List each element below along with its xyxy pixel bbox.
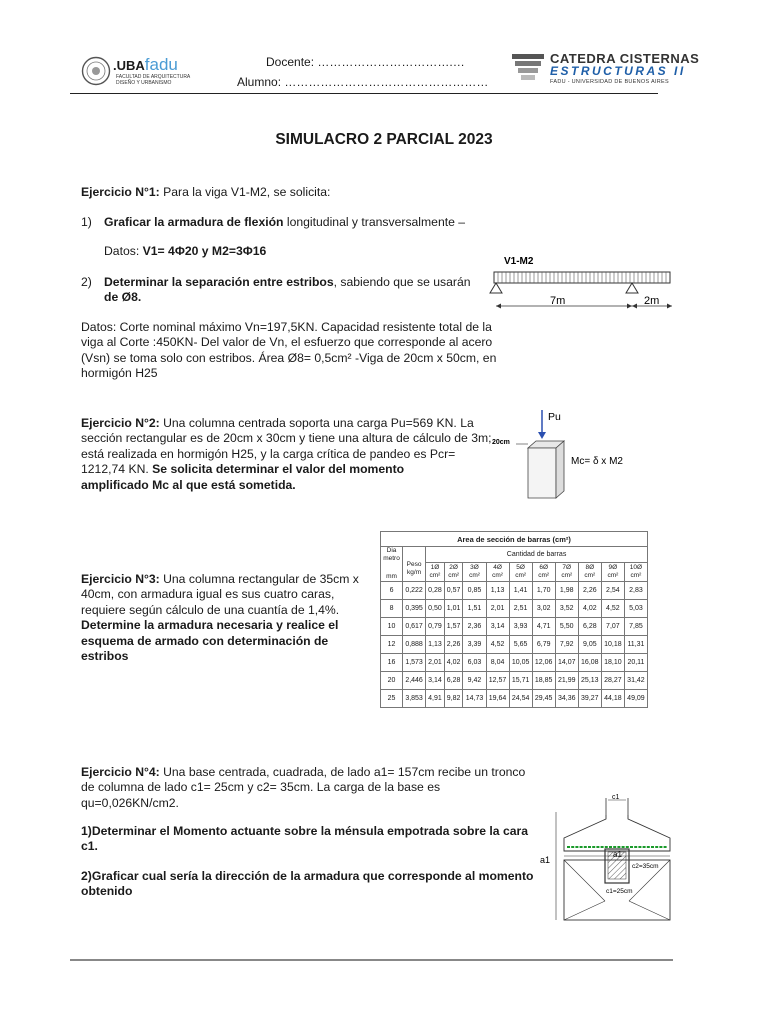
table-cell: 20,11 [624,654,647,672]
page-title: SIMULACRO 2 PARCIAL 2023 [275,131,493,148]
table-cell: 4,52 [601,600,624,618]
table-cell: 0,395 [403,600,426,618]
ej4-question-2: 2)Graficar cual sería la dirección de la armadura que corresponde al momento obtenido [81,869,534,899]
bar-area-table [380,531,648,708]
table-cell: 8,04 [486,654,509,672]
table-cell: 2,01 [426,654,445,672]
table-cell: 11,31 [624,636,647,654]
table-cell: 2,54 [601,582,624,600]
bar-count-header: 8Ø cm² [578,563,601,582]
table-cell: 0,79 [426,618,445,636]
table-cell: 3,52 [555,600,578,618]
table-cell: 2,83 [624,582,647,600]
table-cell: 9,42 [463,672,486,690]
table-cell: 14,73 [463,690,486,708]
ej1-intro: Ejercicio N°1: Para la viga V1-M2, se solicita: [81,185,331,199]
table-cell: 2,26 [444,636,463,654]
table-row [381,636,648,654]
support-left-icon [490,283,502,293]
table-cell: 5,65 [509,636,532,654]
peso-header: Peso kg/m [403,547,426,582]
mc-formula: Mc= δ x M2 [571,456,623,467]
table-cell: 29,45 [532,690,555,708]
footing-section [564,815,670,851]
bar-count-header: 9Ø cm² [601,563,624,582]
uba-seal-icon [81,56,111,86]
table-row [381,654,648,672]
diam-header: Dia metro mm [381,547,403,582]
table-row [381,690,648,708]
table-body [381,582,648,708]
table-cell: 6,28 [444,672,463,690]
table-cell: 6,28 [578,618,601,636]
ej1-item2-num: 2) [81,275,92,289]
c1-top-label: c1 [612,794,620,801]
table-cell: 3,93 [509,618,532,636]
ej4-question-1: 1)Determinar el Momento actuante sobre la ménsula empotrada sobre la cara c1. [81,824,529,854]
table-cell: 7,07 [601,618,624,636]
table-cell: 1,51 [463,600,486,618]
ej3-text: Ejercicio N°3: Una columna rectangular de 35cm x 40cm, con armadura igual es sus cuatro caras, requiere según cálculo de una cuantía de 1,4%. Determine la armadura necesaria y realice el esquema de armado con determinación de estribos [81,572,359,664]
table-row [381,600,648,618]
table-cell: 3,14 [426,672,445,690]
table-cell: 4,02 [578,600,601,618]
ej2-text: Ejercicio N°2: Una columna centrada soporta una carga Pu=569 KN. La sección rectangular es de 20cm x 30cm y tiene una altura de cálculo de 3m; está realizada en hormigón H25, y la carga crítica de pandeo es Pcr= 1212,74 KN. Se solicita determinar el valor del momento amplificado Mc al que está sometida. [81,416,492,492]
table-cell: 1,13 [486,582,509,600]
table-cell: 19,64 [486,690,509,708]
uba-logo-text: .UBAfadu [113,55,178,74]
table-cell: 3,02 [532,600,555,618]
c1-bottom-label: c1=25cm [606,888,633,895]
uba-subtitle: FACULTAD DE ARQUITECTURA DISEÑO Y URBANISMO [116,74,191,86]
beam-diagram [488,250,678,312]
ej1-datos2: Datos: Corte nominal máximo Vn=197,5KN. Capacidad resistente total de la viga al Corte :450KN- Del valor de Vn, el esfuerzo que corresponde al acero (Vsn) se toma solo con estribos. Área Ø8= 0,5cm² -Viga de 20cm x 50cm, en hormigón H25 [81,320,497,381]
table-row [381,618,648,636]
table-title: Area de sección de barras (cm²) [381,532,648,547]
table-cell: 0,57 [444,582,463,600]
table-cell: 3,853 [403,690,426,708]
table-cell: 39,27 [578,690,601,708]
table-cell: 2,446 [403,672,426,690]
table-cell: 1,01 [444,600,463,618]
table-cell: 2,26 [578,582,601,600]
table-cell: 16 [381,654,403,672]
docente-field: Docente: …………………………….… [266,55,465,69]
table-cell: 9,82 [444,690,463,708]
beam-title: V1-M2 [504,256,534,267]
table-cell: 15,71 [509,672,532,690]
table-cell: 21,99 [555,672,578,690]
c2-label: c2=35cm [632,863,659,870]
bar-count-header: 2Ø cm² [444,563,463,582]
footing-diagram [536,793,696,926]
bar-count-header: 10Ø cm² [624,563,647,582]
footer-divider [70,959,673,961]
table-cell: 1,57 [444,618,463,636]
table-cell: 16,08 [578,654,601,672]
table-cell: 18,85 [532,672,555,690]
table-cell: 0,85 [463,582,486,600]
table-cell: 3,39 [463,636,486,654]
span1-label: 7m [550,295,566,307]
table-cell: 4,02 [444,654,463,672]
table-cell: 4,52 [486,636,509,654]
ej1-item2: Determinar la separación entre estribos, sabiendo que se usarán de Ø8. [104,275,471,305]
table-cell: 44,18 [601,690,624,708]
table-cell: 8 [381,600,403,618]
table-cell: 2,51 [509,600,532,618]
table-cell: 4,71 [532,618,555,636]
alumno-field: Alumno: …………………………………………… [237,75,489,89]
table-cell: 10 [381,618,403,636]
catedra-university: FADU - UNIVERSIDAD DE BUENOS AIRES [550,79,669,85]
table-cell: 1,70 [532,582,555,600]
table-cell: 0,888 [403,636,426,654]
dim-label: 20cm [492,439,510,446]
header [0,0,768,95]
table-cell: 7,85 [624,618,647,636]
table-cell: 31,42 [624,672,647,690]
table-cell: 12,06 [532,654,555,672]
table-cell: 0,222 [403,582,426,600]
table-cell: 10,18 [601,636,624,654]
table-cell: 1,98 [555,582,578,600]
ej1-item1: Graficar la armadura de flexión longitudinal y transversalmente – [104,215,466,229]
table-cell: 0,28 [426,582,445,600]
table-cell: 3,14 [486,618,509,636]
table-cell: 6,03 [463,654,486,672]
table-cell: 2,01 [486,600,509,618]
table-cell: 10,05 [509,654,532,672]
a1-side-label: a1 [540,855,551,865]
bar-count-header: 3Ø cm² [463,563,486,582]
bar-count-header: 6Ø cm² [532,563,555,582]
bar-count-header: 4Ø cm² [486,563,509,582]
support-right-icon [626,283,638,293]
load-arrow-icon [538,432,546,439]
table-cell: 14,07 [555,654,578,672]
cantidad-header: Cantidad de barras [426,547,648,563]
table-cell: 5,50 [555,618,578,636]
table-cell: 25,13 [578,672,601,690]
table-cell: 49,09 [624,690,647,708]
table-cell: 5,03 [624,600,647,618]
table-row [381,582,648,600]
catedra-name: CATEDRA CISTERNAS [550,51,700,66]
table-cell: 1,13 [426,636,445,654]
table-cell: 9,05 [578,636,601,654]
table-cell: 28,27 [601,672,624,690]
table-row [381,672,648,690]
header-divider [70,93,658,94]
table-cell: 20 [381,672,403,690]
table-cell: 24,54 [509,690,532,708]
table-cell: 18,10 [601,654,624,672]
table-cell: 12,57 [486,672,509,690]
table-cell: 0,617 [403,618,426,636]
table-cell: 7,92 [555,636,578,654]
ej1-datos: Datos: V1= 4Φ20 y M2=3Φ16 [104,244,267,258]
ej4-text: Ejercicio N°4: Una base centrada, cuadrada, de lado a1= 157cm recibe un tronco de columna de lado c1= 25cm y c2= 35cm. La carga de la base es qu=0,026KN/cm2. [81,765,526,810]
span2-label: 2m [644,295,660,307]
table-cell: 6,79 [532,636,555,654]
pu-label: Pu [548,411,561,423]
table-cell: 25 [381,690,403,708]
table-cell: 6 [381,582,403,600]
table-cell: 34,36 [555,690,578,708]
bar-count-header: 5Ø cm² [509,563,532,582]
table-cell: 12 [381,636,403,654]
table-cell: 4,91 [426,690,445,708]
table-cell: 2,36 [463,618,486,636]
ej1-item1-num: 1) [81,215,92,229]
table-cell: 0,50 [426,600,445,618]
column-diagram [488,406,648,502]
catedra-subject: ESTRUCTURAS II [550,64,686,78]
bar-count-header: 1Ø cm² [426,563,445,582]
catedra-logo-icon [510,50,546,86]
table-cell: 1,573 [403,654,426,672]
bar-count-header: 7Ø cm² [555,563,578,582]
table-cell: 1,41 [509,582,532,600]
